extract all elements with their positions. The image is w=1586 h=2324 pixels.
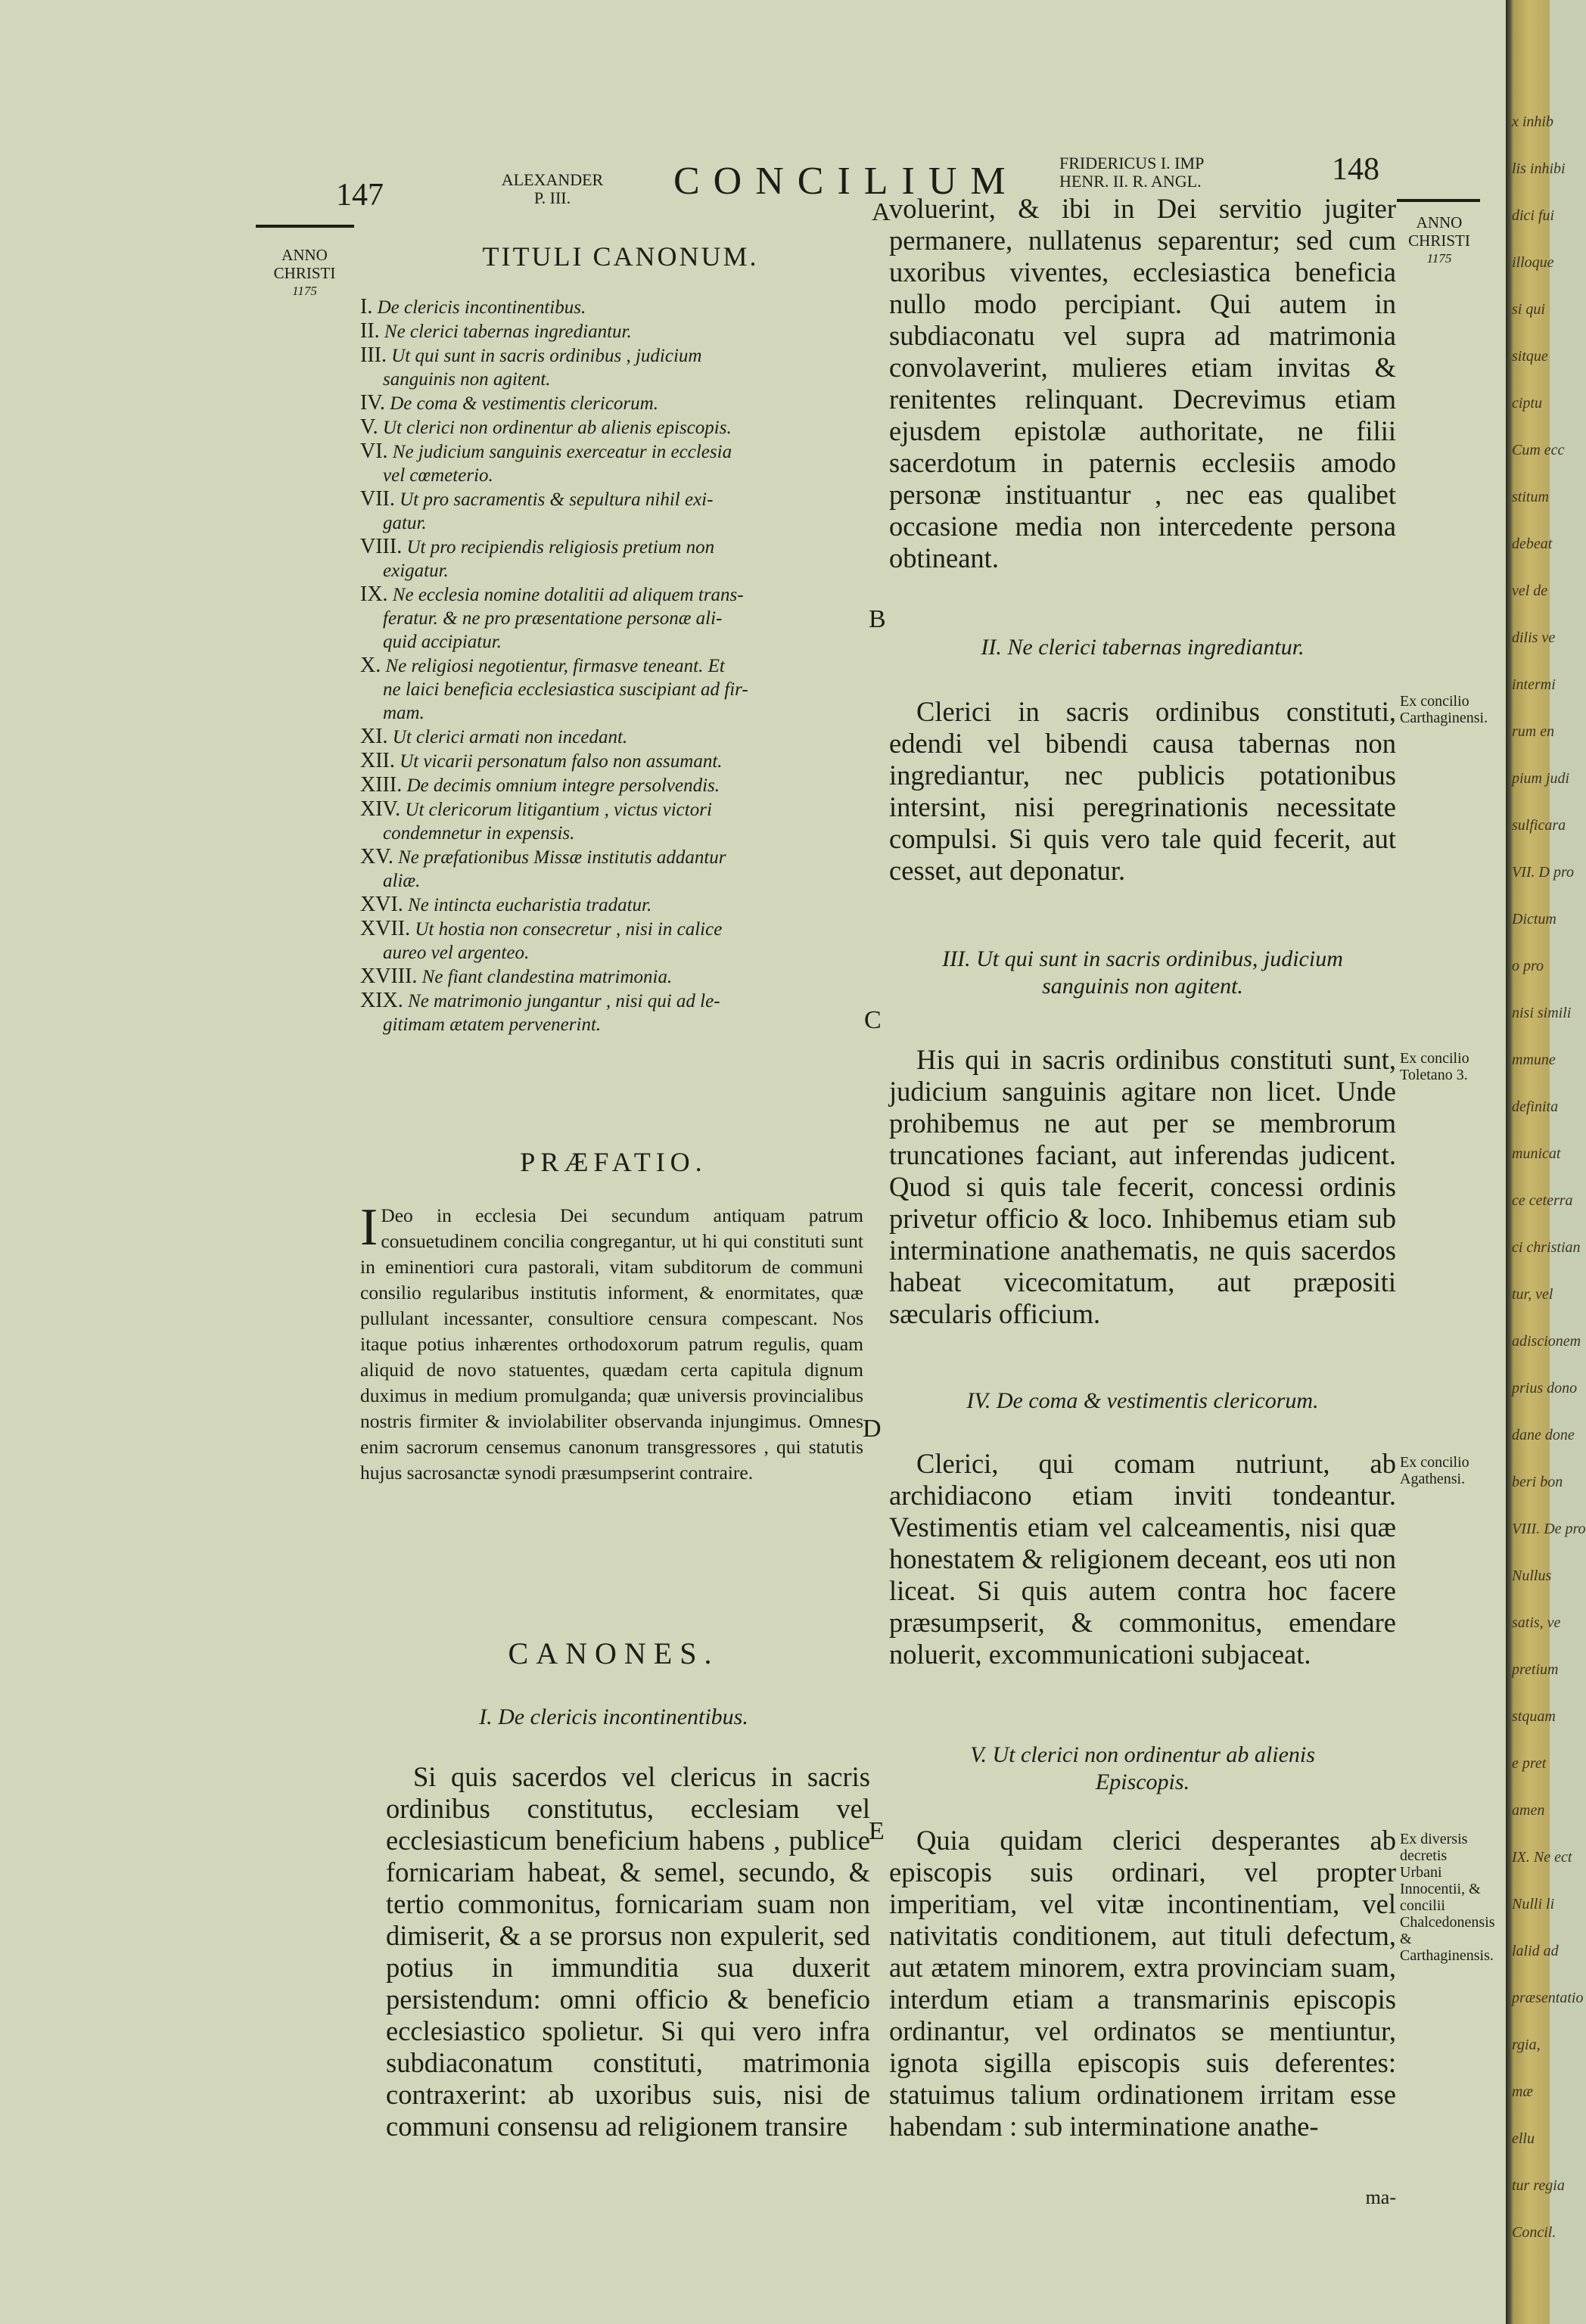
titulus-text: Ne matrimonio jungantur , nisi qui ad le- [408,991,720,1011]
facing-page-fragment: pium judi [1512,770,1570,787]
left-margin-rule [256,225,354,228]
facing-page-fragment: dane done [1512,1427,1575,1443]
praefatio-text: I Deo in ecclesia Dei secundum antiquam patrum consuetudinem concilia congregantur, ut hi qui constituti sunt in eminentiori cura pastorali, vitam subditorum de communi consilio regularibus institutis informent, & enormitates, quæ pullulant incessanter, consultiore censura compescant. Nos itaque potius inhærentes orthodoxorum patrum regulis, quam aliquid de novo statuentes, quædam certa capitula dignum duximus in medium promulganda; quæ universis provincialibus nostris firmiter & inviolabiliter observanda injungimus. Omnes enim sacrorum censemus canonum transgressores , qui statutis hujus sacrosanctæ synodi præsumpserint contraire. [360,1198,863,1484]
facing-page-fragment: IX. Ne ect [1512,1849,1572,1866]
tituli-heading: TITULI CANONUM. [482,241,759,272]
titulus-item [360,773,867,797]
facing-page-fragment: dilis ve [1512,629,1556,646]
titulus-text: Ut clerici non ordinentur ab alienis episcopis. [382,418,732,438]
right-running-head: FRIDERICUS I. IMP HENR. II. R. ANGL. [1059,154,1205,191]
facing-page-fragment: Cum ecc [1512,442,1565,458]
facing-page-fragment: ce ceterra [1512,1192,1573,1209]
facing-page-fragment: prius dono [1512,1380,1578,1397]
titulus-number: XVIII. [360,965,418,988]
titulus-item [360,391,867,415]
titulus-text: Ne judicium sanguinis exerceatur in ecclesia [392,442,732,462]
left-page-number: 147 [336,178,384,213]
titulus-item [360,749,867,773]
facing-page-fragment: si qui [1512,301,1545,318]
titulus-number: I. [360,295,373,318]
facing-page-fragment: ci christian [1512,1239,1581,1256]
facing-page-fragment: satis, ve [1512,1614,1561,1631]
right-margin-rule [1397,199,1480,202]
titulus-text: Ne præfationibus Missæ institutis addantur [398,847,726,868]
facing-page-fragment: Concil. [1512,2224,1556,2241]
facing-page-fragment: stitum [1512,489,1549,505]
titulus-number: XI. [360,725,388,748]
titulus-item [360,845,867,893]
facing-page-fragment: Dictum [1512,911,1556,927]
titulus-text: Ut vicarii personatum falso non assumant. [400,751,723,772]
canon-2-title: II. Ne clerici tabernas ingrediantur. [981,635,1305,660]
titulus-item [360,965,867,989]
titulus-number: II. [360,319,380,343]
facing-page-fragment: mmune [1512,1052,1556,1068]
titulus-text: De coma & vestimentis clericorum. [390,393,658,414]
titulus-number: V. [360,415,378,439]
facing-page-fragment: sitque [1512,348,1548,365]
facing-page-fragment: x inhib [1512,113,1553,130]
titulus-item [360,295,867,319]
canon-5-title: V. Ut clerici non ordinentur ab alienis Episcopis. [970,1742,1315,1794]
canon-3-margin-note: Ex concilio Toletano 3. [1400,1050,1469,1083]
dropcap: I [360,1198,378,1257]
section-letter-d: D [863,1415,882,1443]
canon-5-text: Quia quidam clerici desperantes ab episcopis suis ordinari, vel propter imperitiam, vel vitæ incontinentiam, vel nativitatis conditionem, aut tituli defectum, aut ætatem minorem, extra provinciam suam, interdum etiam a transmarinis episcopis ordinantur, vel ordinatos se mentiuntur, ignota sigilla episcopis suis deferentes: statuimus talium ordinationem irritam esse habendam : sub interminatione anathe- [889,1825,1396,2142]
facing-page-fragment: tur regia [1512,2177,1565,2194]
titulus-text: Ne intincta eucharistia tradatur. [408,895,652,915]
facing-page-fragment: VIII. De pro [1512,1521,1586,1537]
facing-page-fragment: pretium [1512,1661,1559,1678]
titulus-item [360,415,867,440]
titulus-continuation: condemnetur in expensis. [383,823,575,844]
facing-page-fragment: beri bon [1512,1474,1563,1490]
canon-4-title: IV. De coma & vestimentis clericorum. [966,1388,1319,1413]
titulus-text: Ne religiosi negotientur, firmasve teneant. Et [385,656,725,676]
titulus-continuation: aureo vel argenteo. [383,943,530,963]
titulus-number: VI. [360,440,388,463]
titulus-item [360,654,867,725]
titulus-continuation: quid accipiatur. [383,632,502,652]
canon-3-text: His qui in sacris ordinibus constituti sunt, judicium sanguinis agitare non licet. Unde prohibemus ne aut per se membrorum truncationes faciant, aut inferendas judicent. Quod si quis tale fecerit, concessi ordinis privetur officio & loco. Inhibemus etiam sub interminatione anathematis, ne quis sacerdos habeat vicecomitatum, aut præpositi sæcularis officium. [889,1044,1396,1329]
titulus-number: III. [360,343,387,367]
titulus-continuation: aliæ. [383,871,421,891]
right-page-number: 148 [1332,152,1379,187]
canon-3-title: III. Ut qui sunt in sacris ordinibus, judicium sanguinis non agitent. [942,946,1343,999]
titulus-continuation: feratur. & ne pro præsentatione personæ ali- [383,608,723,629]
facing-page-fragment: præsentatio [1512,1990,1584,2006]
facing-page-fragment: mæ [1512,2083,1533,2100]
titulus-text: Ut pro sacramentis & sepultura nihil exi- [400,489,714,510]
praefatio-heading: PRÆFATIO. [520,1147,707,1177]
canon-4-text: Clerici, qui comam nutriunt, ab archidiacono etiam inviti tondeantur. Vestimentis etiam vel calceamentis, nisi quæ honestatem & religionem deceant, eos uti non liceat. Si quis autem contra hoc facere præsumpserit, & commonitus, emendare noluerit, excommunicationi subjaceat. [889,1448,1396,1670]
titulus-number: XII. [360,749,395,772]
page-title: CONCILIUM [673,160,1019,203]
titulus-number: XV. [360,845,393,868]
facing-page-fragment: debeat [1512,536,1553,552]
titulus-item [360,487,867,535]
canon-1-text: Si quis sacerdos vel clericus in sacris ordinibus constitutus, ecclesiam vel ecclesiasticum beneficium habens , publice fornicariam habeat, & semel, secundo, & tertio commonitus, fornicariam suam non dimiserit, & a se prorsus non expulerit, sed potius in immunditia sua duxerit persistendum: omni officio & beneficio ecclesiastico spolietur. Si qui vero infra subdiaconatum constituti, matrimonia contraxerint: ab uxoribus suis, nisi de communi consensu ad religionem transire [386,1761,870,2142]
facing-page-fragment: lis inhibi [1512,160,1566,177]
tituli-list [360,295,867,1036]
facing-page-fragment: adiscionem [1512,1333,1581,1350]
canon-1-title: I. De clericis incontinentibus. [479,1704,748,1729]
right-margin-anno: ANNO CHRISTI 1175 [1408,213,1470,266]
canones-heading: CANONES. [508,1636,720,1670]
right-column-continuation: voluerint, & ibi in Dei servitio jugiter permanere, nullatenus separentur; sed cum uxoribus viventes, ecclesiastica beneficia nullo modo percipiant. Qui autem in subdiaconatu vel supra ad matrimonia convolaverint, mulieres etiam invitas & renitentes relinquant. Decrevimus etiam ejusdem epistolæ authoritate, ne filii sacerdotum in paternis ecclesiis amodo personæ instituantur , nec eas qualibet occasione media non intercedente persona obtineant. [889,193,1396,573]
titulus-number: XVI. [360,893,403,916]
section-letter-b: B [869,605,886,633]
titulus-item [360,319,867,343]
facing-page-fragment: definita [1512,1098,1559,1115]
titulus-text: Ne fiant clandestina matrimonia. [421,967,673,987]
facing-page-fragment: amen [1512,1802,1545,1819]
titulus-item [360,989,867,1036]
titulus-number: XIII. [360,773,403,797]
titulus-number: X. [360,654,381,677]
facing-page-fragment: nisi simili [1512,1005,1572,1021]
section-letter-a: A [872,198,891,226]
titulus-text: Ne clerici tabernas ingrediantur. [384,322,632,342]
facing-page-fragment: Nulli li [1512,1896,1555,1912]
titulus-number: IX. [360,583,388,606]
titulus-continuation: sanguinis non agitent. [383,369,551,390]
titulus-text: Ut pro recipiendis religiosis pretium non [406,537,715,558]
left-margin-anno: ANNO CHRISTI 1175 [273,246,336,298]
titulus-item [360,535,867,583]
facing-page-fragment: rgia, [1512,2037,1541,2053]
titulus-continuation: mam. [383,703,424,723]
canon-2-margin-note: Ex concilio Carthaginensi. [1400,693,1488,726]
titulus-text: Ut hostia non consecretur , nisi in calice [415,919,723,940]
facing-page-fragment: o pro [1512,958,1544,974]
facing-page-fragment: tur, vel [1512,1286,1553,1303]
facing-page-fragment: sulficara [1512,817,1566,834]
canon-4-margin-note: Ex concilio Agathensi. [1400,1454,1469,1487]
left-running-head: ALEXANDER P. III. [501,170,604,207]
titulus-text: Ne ecclesia nomine dotalitii ad aliquem trans- [392,585,744,605]
titulus-text: De clericis incontinentibus. [377,297,586,318]
titulus-continuation: ne laici beneficia ecclesiastica suscipiant ad fir- [383,679,748,700]
facing-page-fragment: dici fui [1512,207,1555,224]
facing-page-fragment: intermi [1512,676,1556,693]
titulus-text: Ut clericorum litigantium , victus victori [405,800,712,820]
titulus-continuation: exigatur. [383,561,449,581]
titulus-number: VII. [360,487,395,511]
facing-page-fragment: municat [1512,1145,1561,1162]
facing-page-fragment: rum en [1512,723,1555,740]
titulus-number: VIII. [360,535,403,558]
facing-page-fragment: Nullus [1512,1567,1552,1584]
facing-page-fragment: illoque [1512,254,1554,271]
titulus-continuation: vel cœmeterio. [383,465,493,486]
titulus-text: Ut qui sunt in sacris ordinibus , judicium [391,346,702,366]
titulus-item [360,893,867,917]
titulus-item [360,343,867,391]
titulus-item [360,917,867,965]
titulus-continuation: gitimam ætatem pervenerint. [383,1014,602,1035]
canon-2-text: Clerici in sacris ordinibus constituti, edendi vel bibendi causa tabernas non ingrediantur, nec publicis potationibus intersint, nisi peregrinationis necessitate compulsi. Si quis vero tale quid fecerit, aut cesset, aut deponatur. [889,696,1396,886]
facing-page-fragment: e pret [1512,1755,1547,1772]
titulus-number: XIX. [360,989,403,1012]
titulus-text: Ut clerici armati non incedant. [392,727,628,747]
titulus-number: XIV. [360,797,401,821]
titulus-text: De decimis omnium integre persolvendis. [406,775,720,796]
titulus-number: IV. [360,391,385,415]
facing-page-fragment: vel de [1512,583,1548,599]
section-letter-c: C [864,1006,882,1034]
titulus-number: XVII. [360,917,411,940]
facing-page-fragment: VII. D pro [1512,864,1575,881]
facing-page-fragment: ellu [1512,2130,1535,2147]
catchword: ma- [1365,2186,1396,2208]
facing-page-fragment: ciptu [1512,395,1542,412]
facing-page-fragment: lalid ad [1512,1943,1559,1959]
section-letter-e: E [869,1817,885,1845]
titulus-continuation: gatur. [383,513,427,533]
canon-5-margin-note: Ex diversis decretis Urbani Innocentii, & concilii Chalcedonensis & Carthaginensis. [1400,1831,1495,1964]
titulus-item [360,440,867,487]
titulus-item [360,797,867,845]
facing-page-fragment: stquam [1512,1708,1556,1725]
titulus-item [360,725,867,749]
titulus-item [360,583,867,654]
